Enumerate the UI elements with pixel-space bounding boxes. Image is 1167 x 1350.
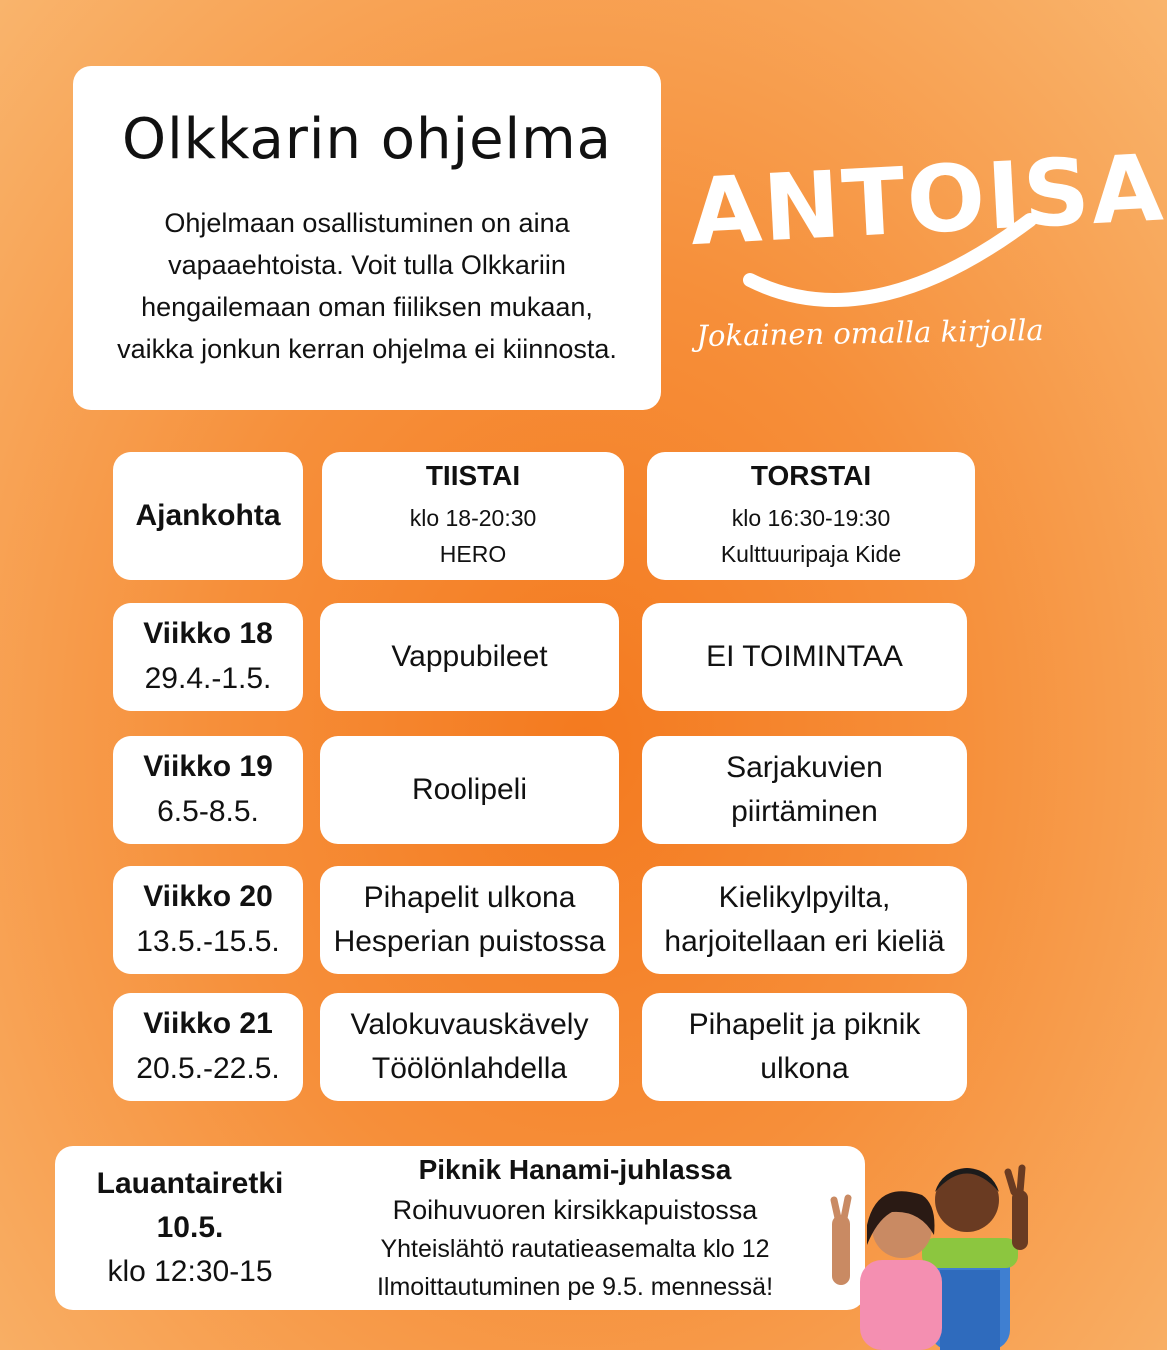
week-cell: Viikko 21 20.5.-22.5.: [113, 993, 303, 1101]
logo-tagline: Jokainen omalla kirjolla: [696, 312, 1044, 354]
thursday-activity-cell: Pihapelit ja piknik ulkona: [642, 993, 967, 1101]
people-illustration: [822, 1150, 1052, 1350]
week-cell: Viikko 19 6.5-8.5.: [113, 736, 303, 844]
tuesday-activity-cell: Valokuvauskävely Töölönlahdella: [320, 993, 619, 1101]
tuesday-activity-cell: Vappubileet: [320, 603, 619, 711]
intro-text: Ohjelmaan osallistuminen on aina vapaaehtoista. Voit tulla Olkkariin hengailemaan oman fiiliksen mukaan, vaikka jonkun kerran ohjelma ei kiinnosta.: [117, 207, 617, 364]
week-cell: Viikko 20 13.5.-15.5.: [113, 866, 303, 974]
thursday-activity-cell: Sarjakuvien piirtäminen: [642, 736, 967, 844]
thursday-header-cell: TORSTAI klo 16:30-19:30 Kulttuuripaja Kide: [647, 452, 975, 580]
saturday-trip-card: [55, 1146, 865, 1310]
time-header-cell: Ajankohta: [113, 452, 303, 580]
logo: ANTOISA: [687, 134, 1167, 267]
tuesday-header-cell: TIISTAI klo 18-20:30 HERO: [322, 452, 624, 580]
thursday-activity-cell: EI TOIMINTAA: [642, 603, 967, 711]
saturday-trip-details: Piknik Hanami-juhlassa Roihuvuoren kirsikkapuistossa Yhteislähtö rautatieasemalta klo 12 Ilmoittautuminen pe 9.5. mennessä!: [376, 1154, 774, 1301]
tuesday-activity-cell: Pihapelit ulkona Hesperian puistossa: [320, 866, 619, 974]
intro-card: [73, 66, 661, 410]
saturday-trip-when: Lauantairetki 10.5. klo 12:30-15: [96, 1167, 284, 1288]
tuesday-activity-cell: Roolipeli: [320, 736, 619, 844]
thursday-activity-cell: Kielikylpyilta, harjoitellaan eri kieliä: [642, 866, 967, 974]
page-title: Olkkarin ohjelma: [122, 106, 612, 172]
week-cell: Viikko 18 29.4.-1.5.: [113, 603, 303, 711]
